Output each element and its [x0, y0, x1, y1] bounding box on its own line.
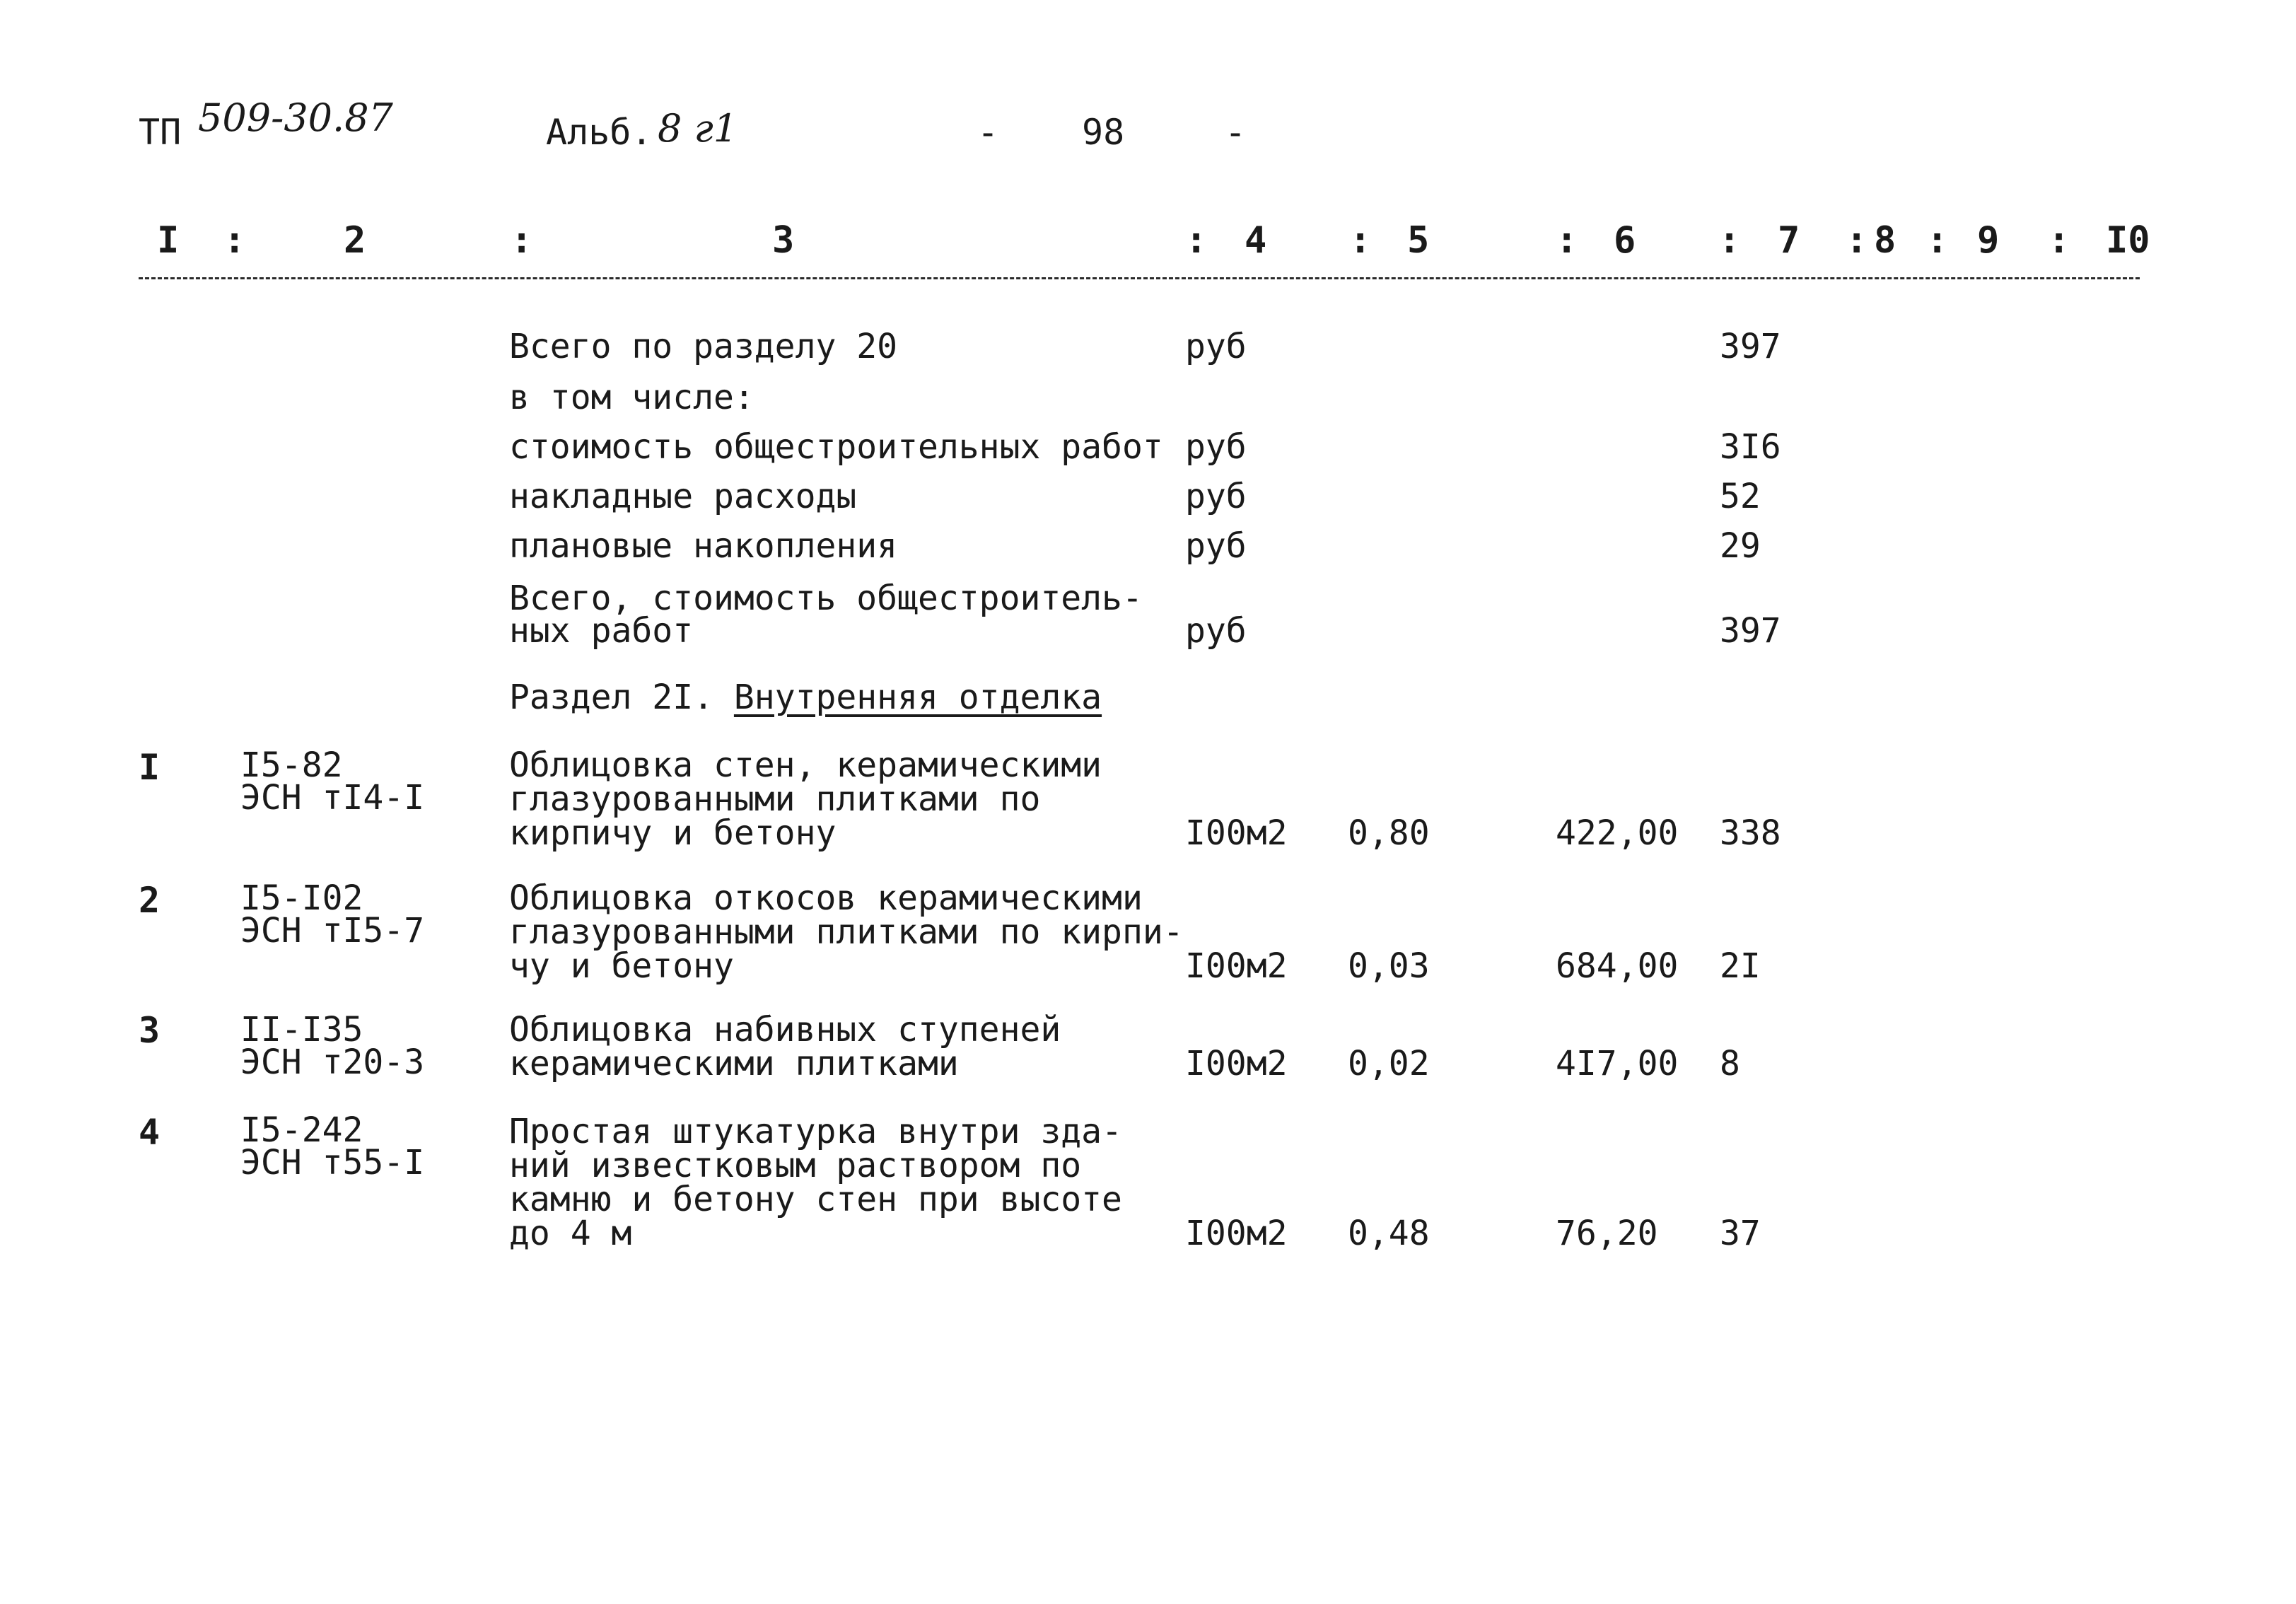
series-prefix: ТП: [139, 112, 182, 153]
row-total: 338: [1720, 813, 1781, 853]
column-number: I: [157, 219, 180, 262]
series-number: 509-30.87: [198, 95, 393, 140]
row-code: II-I35: [240, 1010, 363, 1050]
row-number: 4: [139, 1112, 161, 1153]
row-reference: ЭСН т20-3: [240, 1042, 425, 1082]
row-description: Простая штукатурка внутри зда-: [509, 1112, 1122, 1151]
row-total: 37: [1720, 1214, 1761, 1253]
row-description: Облицовка набивных ступеней: [509, 1010, 1061, 1050]
grand-total-unit: руб: [1185, 611, 1247, 651]
row-total: 2I: [1720, 946, 1761, 986]
column-separator: :: [1185, 219, 1208, 262]
row-description: керамическими плитками: [509, 1044, 959, 1083]
section-name: Внутренняя отделка: [733, 678, 1102, 717]
column-separator: :: [1846, 219, 1868, 262]
row-unit: I00м2: [1185, 1214, 1288, 1253]
column-separator: :: [1718, 219, 1741, 262]
row-unit: I00м2: [1185, 946, 1288, 986]
summary-item-value: 29: [1720, 526, 1761, 566]
row-description: Облицовка откосов керамическими: [509, 878, 1143, 918]
row-code: I5-I02: [240, 878, 363, 918]
column-separator: :: [223, 219, 246, 262]
column-separator: :: [511, 219, 533, 262]
summary-item-unit: руб: [1185, 477, 1247, 516]
row-number: I: [139, 747, 161, 788]
column-separator: :: [1926, 219, 1949, 262]
page-dash-left: -: [977, 112, 999, 153]
column-number: 8: [1874, 219, 1896, 262]
grand-total-label-cont: ных работ: [509, 611, 694, 651]
total-label: Всего по разделу 20: [509, 327, 898, 366]
row-description: Облицовка стен, керамическими: [509, 745, 1102, 785]
column-number: 9: [1977, 219, 2000, 262]
row-description: глазурованными плитками по: [509, 779, 1041, 819]
page-dash-right: -: [1225, 112, 1247, 153]
summary-item-value: 3I6: [1720, 427, 1781, 467]
column-number: 7: [1778, 219, 1800, 262]
column-separator: :: [2048, 219, 2070, 262]
row-number: 3: [139, 1010, 161, 1051]
column-separator: :: [1349, 219, 1372, 262]
row-quantity: 0,02: [1348, 1044, 1430, 1083]
row-description: камню и бетону стен при высоте: [509, 1180, 1122, 1219]
row-description: ний известковым раствором по: [509, 1146, 1082, 1185]
grand-total-value: 397: [1720, 611, 1781, 651]
column-number: 4: [1245, 219, 1267, 262]
row-unit-price: 4I7,00: [1556, 1044, 1679, 1083]
summary-item-label: накладные расходы: [509, 477, 857, 516]
row-code: I5-82: [240, 745, 343, 785]
row-unit: I00м2: [1185, 1044, 1288, 1083]
summary-item-label: стоимость общестроительных работ: [509, 427, 1163, 467]
column-number: 2: [344, 219, 366, 262]
row-quantity: 0,48: [1348, 1214, 1430, 1253]
column-number: 6: [1614, 219, 1636, 262]
row-total: 8: [1720, 1044, 1740, 1083]
summary-item-unit: руб: [1185, 526, 1247, 566]
row-description: глазурованными плитками по кирпи-: [509, 912, 1184, 952]
column-separator: :: [1556, 219, 1578, 262]
row-number: 2: [139, 880, 161, 921]
row-reference: ЭСН т55-I: [240, 1143, 425, 1182]
row-reference: ЭСН тI5-7: [240, 911, 425, 951]
column-number: I0: [2106, 219, 2150, 262]
grand-total-label: Всего, стоимость общестроитель-: [509, 579, 1143, 618]
total-unit: руб: [1185, 327, 1247, 366]
row-code: I5-242: [240, 1110, 363, 1150]
row-quantity: 0,03: [1348, 946, 1430, 986]
header-divider: [139, 277, 2140, 279]
including-label: в том числе:: [509, 378, 754, 417]
row-description: до 4 м: [509, 1214, 632, 1253]
total-value: 397: [1720, 327, 1781, 366]
album-prefix: Альб.: [546, 112, 653, 153]
column-number: 3: [772, 219, 795, 262]
row-description: чу и бетону: [509, 946, 734, 986]
album-number: 8 г1: [658, 106, 738, 151]
column-number: 5: [1407, 219, 1430, 262]
row-reference: ЭСН тI4-I: [240, 778, 425, 818]
summary-item-label: плановые накопления: [509, 526, 898, 566]
section-prefix: Раздел 2I.: [509, 678, 734, 717]
row-description: кирпичу и бетону: [509, 813, 837, 853]
row-quantity: 0,80: [1348, 813, 1430, 853]
section-21-title: [509, 678, 1102, 717]
row-unit-price: 684,00: [1556, 946, 1679, 986]
summary-item-value: 52: [1720, 477, 1761, 516]
row-unit: I00м2: [1185, 813, 1288, 853]
row-unit-price: 76,20: [1556, 1214, 1658, 1253]
page-number: 98: [1082, 112, 1125, 153]
row-unit-price: 422,00: [1556, 813, 1679, 853]
summary-item-unit: руб: [1185, 427, 1247, 467]
